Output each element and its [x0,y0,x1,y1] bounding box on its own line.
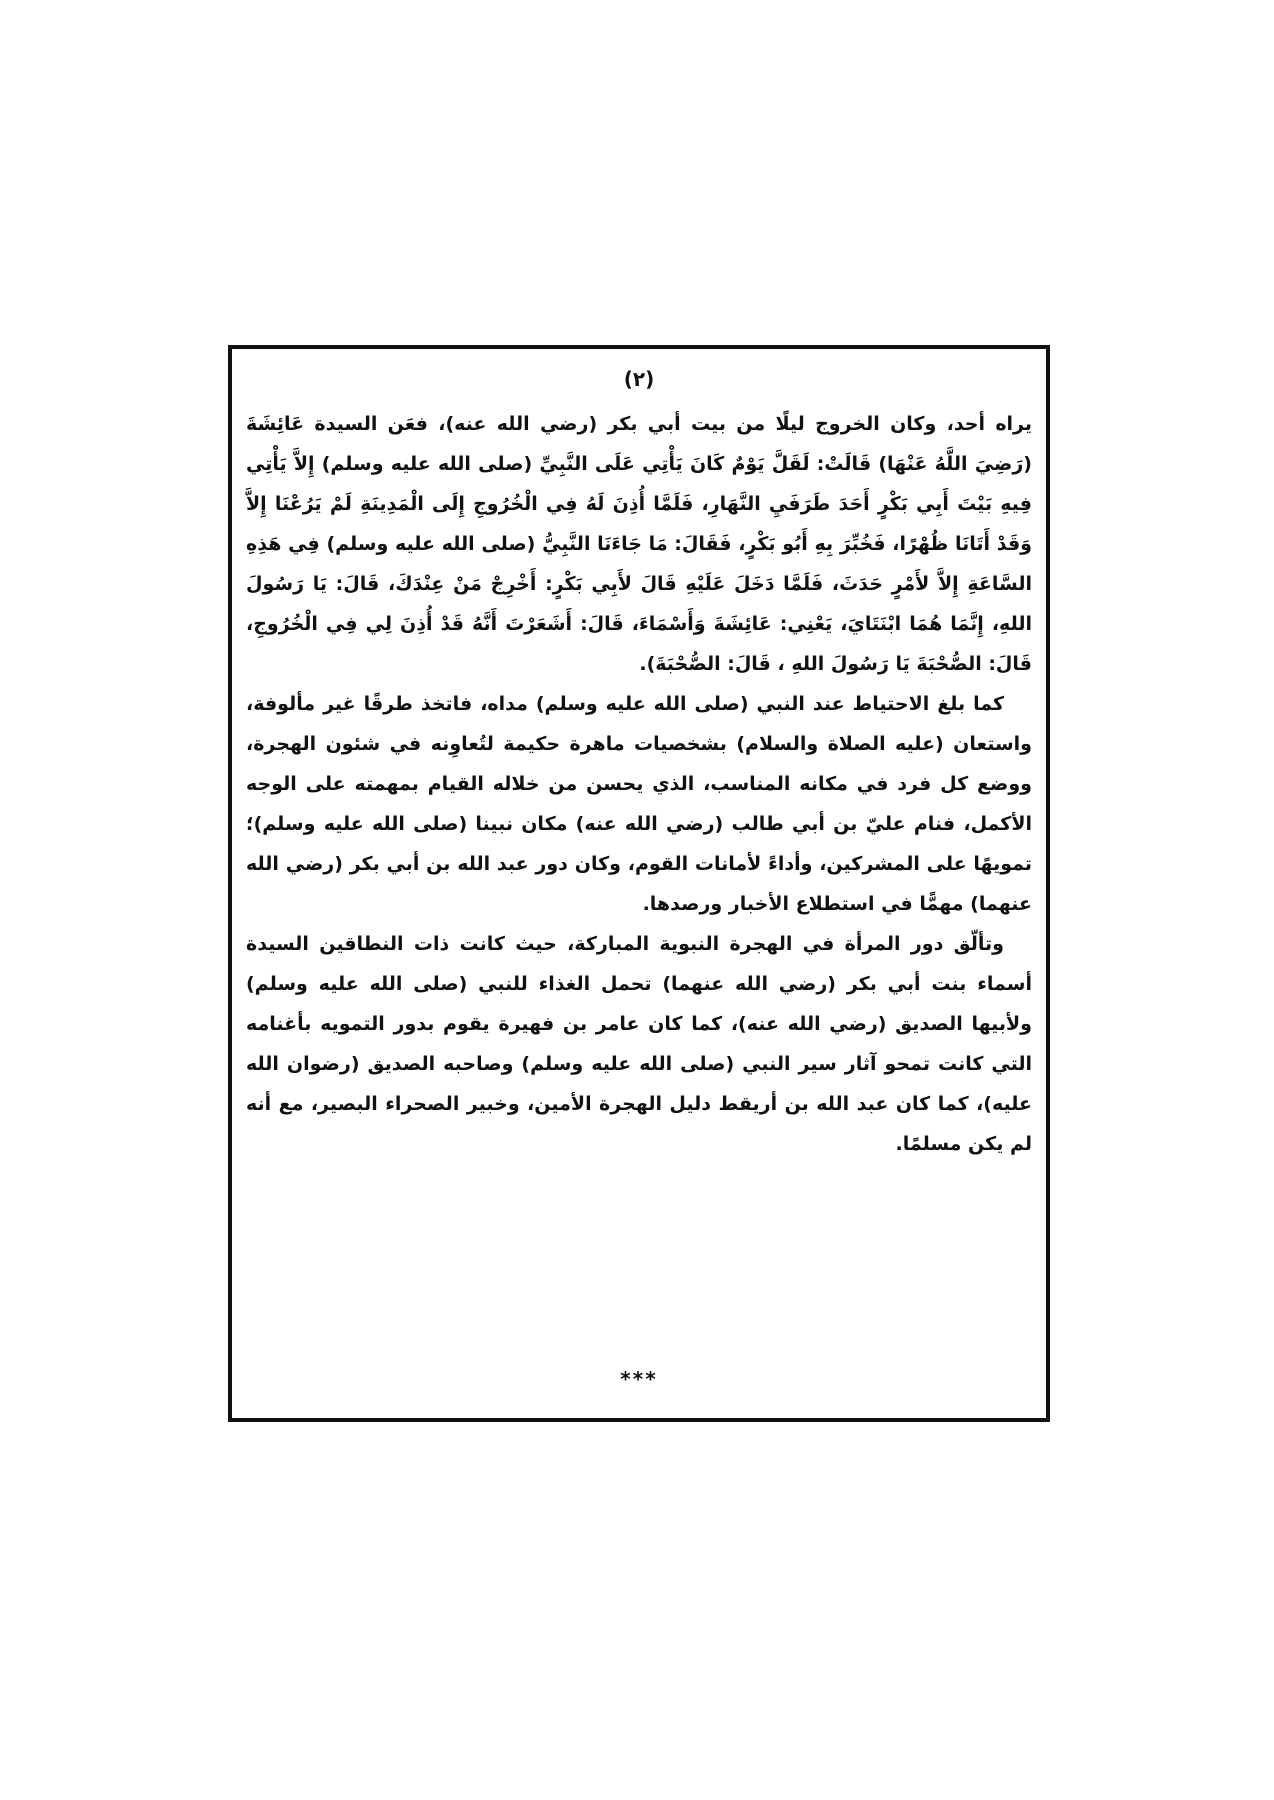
paragraph-women-role: وتألّق دور المرأة في الهجرة النبوية المباركة، حيث كانت ذات النطاقين السيدة أسماء بنت أبي بكر (رضي الله عنهما) تحمل الغذاء للنبي (صلى الله عليه وسلم) ولأبيها الصديق (رضي الله عنه)، كما كان عامر بن فهيرة يقوم بدور التمويه بأغنامه التي كانت تمحو آثار سير النبي (صلى الله عليه وسلم) وصاحبه الصديق (رضوان الله عليه)، كما كان عبد الله بن أريقط دليل الهجرة الأمين، وخبير الصحراء البصير، مع أنه لم يكن مسلمًا. [246,933,1032,1155]
page-number: (٢) [623,367,655,391]
body-text [246,404,1032,1164]
page-frame [228,345,1050,1422]
paragraph-hadith: يراه أحد، وكان الخروج ليلًا من بيت أبي بكر (رضي الله عنه)، فعَن السيدة عَائِشَةَ (رَضِيَ اللَّهُ عَنْهَا) قَالَتْ: لَقَلَّ يَوْمٌ كَانَ يَأْتِي عَلَى النَّبِيِّ (صلى الله عليه وسلم) إِلاَّ يَأْتِي فِيهِ بَيْتَ أَبِي بَكْرٍ أَحَدَ طَرَفَيِ النَّهَارِ، فَلَمَّا أُذِنَ لَهُ فِي الْخُرُوجِ إِلَى الْمَدِينَةِ لَمْ يَرُعْنَا إِلاَّ وَقَدْ أَتَانَا ظُهْرًا، فَخُبِّرَ بِهِ أَبُو بَكْرٍ، فَقَالَ: مَا جَاءَنَا النَّبِيُّ (صلى الله عليه وسلم) فِي هَذِهِ السَّاعَةِ إِلاَّ لأَمْرٍ حَدَثَ، فَلَمَّا دَخَلَ عَلَيْهِ قَالَ لأَبِي بَكْرٍ: أَخْرِجْ مَنْ عِنْدَكَ، قَالَ: يَا رَسُولَ اللهِ، إِنَّمَا هُمَا ابْنَتَايَ، يَعْنِي: عَائِشَةَ وَأَسْمَاءَ، قَالَ: أَشَعَرْتَ أَنَّهُ قَدْ أُذِنَ لِي فِي الْخُرُوجِ، قَالَ: الصُّحْبَةَ يَا رَسُولَ اللهِ ، قَالَ: الصُّحْبَةَ). [246,413,1032,675]
paragraph-precaution: كما بلغ الاحتياط عند النبي (صلى الله عليه وسلم) مداه، فاتخذ طرقًا غير مألوفة، واستعان (عليه الصلاة والسلام) بشخصيات ماهرة حكيمة لتُعاوِنه في شئون الهجرة، ووضع كل فرد في مكانه المناسب، الذي يحسن من خلاله القيام بمهمته على الوجه الأكمل، فنام عليّ بن أبي طالب (رضي الله عنه) مكان نبينا (صلى الله عليه وسلم)؛ تمويهًا على المشركين، وأداءً لأمانات القوم، وكان دور عبد الله بن أبي بكر (رضي الله عنهما) مهمًّا في استطلاع الأخبار ورصدها. [246,693,1032,915]
section-separator: *** [620,1367,658,1391]
